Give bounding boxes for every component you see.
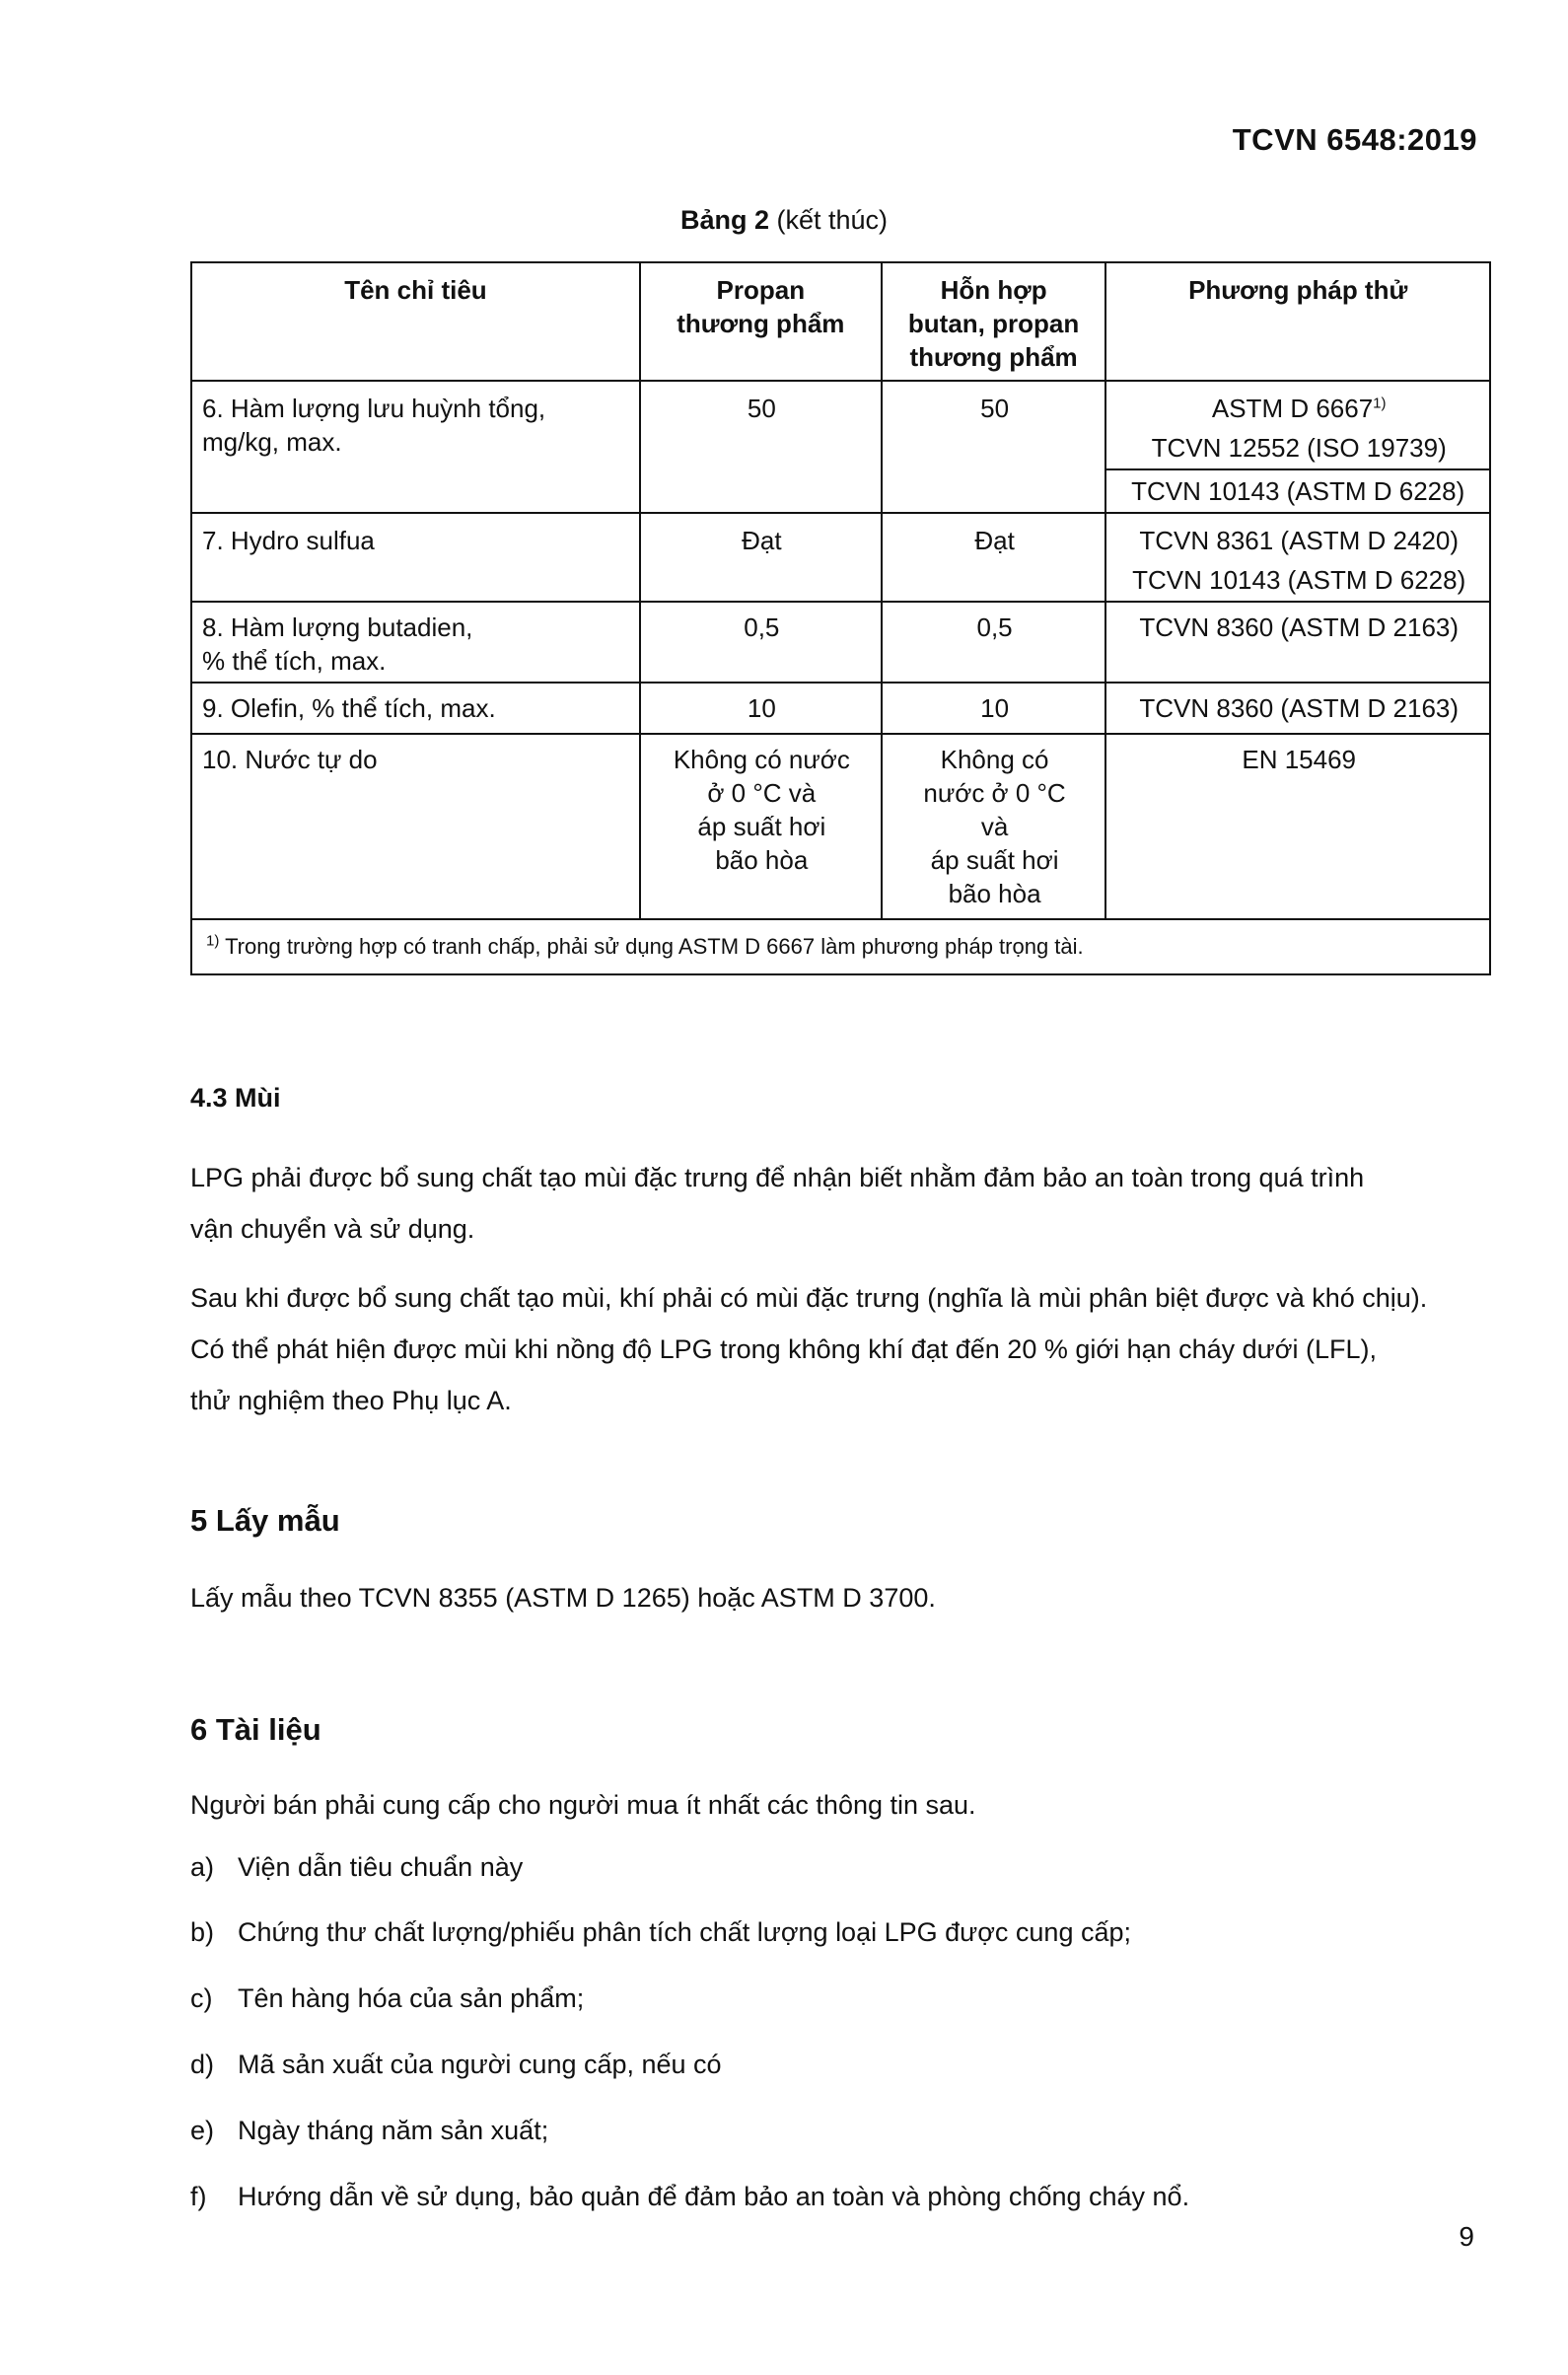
row-mix: 50 — [882, 381, 1106, 513]
row-name: 8. Hàm lượng butadien, % thể tích, max. — [191, 602, 640, 683]
row-name: 7. Hydro sulfua — [191, 513, 640, 602]
table-header-row — [191, 262, 1490, 381]
row-name: 6. Hàm lượng lưu huỳnh tổng, mg/kg, max. — [191, 381, 640, 513]
table-row — [191, 683, 1490, 734]
list-item: b) Chứng thư chất lượng/phiếu phân tích chất lượng loại LPG được cung cấp; — [190, 1917, 1132, 1947]
row-method: EN 15469 — [1105, 734, 1490, 919]
row-method: ASTM D 6667$^{1)}$ TCVN 12552 (ISO 19739) TCVN 10143 (ASTM D 6228) — [1105, 381, 1490, 513]
header-mix: Hỗn hợp butan, propan thương phẩm — [882, 262, 1106, 381]
header-method: Phương pháp thử — [1105, 262, 1490, 381]
document-code-header: TCVN 6548:2019 — [1232, 122, 1477, 157]
list-item: d) Mã sản xuất của người cung cấp, nếu có — [190, 2050, 722, 2079]
row-propan: 0,5 — [640, 602, 882, 683]
row-mix: 0,5 — [882, 602, 1106, 683]
row-method: TCVN 8361 (ASTM D 2420) TCVN 10143 (ASTM D 6228) — [1105, 513, 1490, 602]
header-name: Tên chỉ tiêu — [191, 262, 640, 381]
section-6-intro: Người bán phải cung cấp cho người mua ít nhất các thông tin sau. — [190, 1790, 976, 1820]
list-item: c) Tên hàng hóa của sản phẩm; — [190, 1983, 585, 2013]
specification-table — [190, 261, 1491, 975]
row-propan: 10 — [640, 683, 882, 734]
list-item: a) Viện dẫn tiêu chuẩn này — [190, 1852, 524, 1882]
row-method: TCVN 8360 (ASTM D 2163) — [1105, 602, 1490, 683]
table-row — [191, 734, 1490, 919]
section-5-text: Lấy mẫu theo TCVN 8355 (ASTM D 1265) hoặc ASTM D 3700. — [190, 1583, 936, 1613]
table-caption-suffix: (kết thúc) — [768, 205, 889, 235]
row-propan: 50 — [640, 381, 882, 513]
row-propan: Đạt — [640, 513, 882, 602]
table-footnote-row — [191, 919, 1490, 974]
row-mix: Không có nước ở 0 °C và áp suất hơi bão hòa — [882, 734, 1106, 919]
table-row — [191, 513, 1490, 602]
row-name: 10. Nước tự do — [191, 734, 640, 919]
section-4-3-paragraph-2: Sau khi được bổ sung chất tạo mùi, khí phải có mùi đặc trưng (nghĩa là mùi phân biệt được và khó chịu). Có thể phát hiện được mùi khi nồng độ LPG trong không khí đạt đến 20 % giới hạn cháy dưới (LFL), thử nghiệm theo Phụ lục A. — [190, 1283, 1428, 1415]
table-caption-label: Bảng 2 — [679, 205, 769, 235]
row-mix: 10 — [882, 683, 1106, 734]
page-number: 9 — [1459, 2221, 1474, 2252]
list-item: e) Ngày tháng năm sản xuất; — [190, 2116, 549, 2145]
section-4-3-title: 4.3 Mùi — [190, 1083, 281, 1113]
row-name: 9. Olefin, % thể tích, max. — [191, 683, 640, 734]
header-propan: Propan thương phẩm — [640, 262, 882, 381]
row-method: TCVN 8360 (ASTM D 2163) — [1105, 683, 1490, 734]
row-propan: Không có nước ở 0 °C và áp suất hơi bão hòa — [640, 734, 882, 919]
table-caption — [0, 205, 1568, 236]
section-4-3-paragraph-1: LPG phải được bổ sung chất tạo mùi đặc trưng để nhận biết nhằm đảm bảo an toàn trong quá trình vận chuyển và sử dụng. — [190, 1163, 1365, 1244]
table-row — [191, 602, 1490, 683]
list-item: f) Hướng dẫn về sử dụng, bảo quản để đảm bảo an toàn và phòng chống cháy nổ. — [190, 2182, 1190, 2211]
row-mix: Đạt — [882, 513, 1106, 602]
table-row — [191, 381, 1490, 513]
table-footnote: $^{1)}$ Trong trường hợp có tranh chấp, phải sử dụng ASTM D 6667 làm phương pháp trọng tài. — [191, 919, 1490, 974]
section-5-title: 5 Lấy mẫu — [190, 1503, 340, 1538]
section-6-title: 6 Tài liệu — [190, 1712, 321, 1747]
